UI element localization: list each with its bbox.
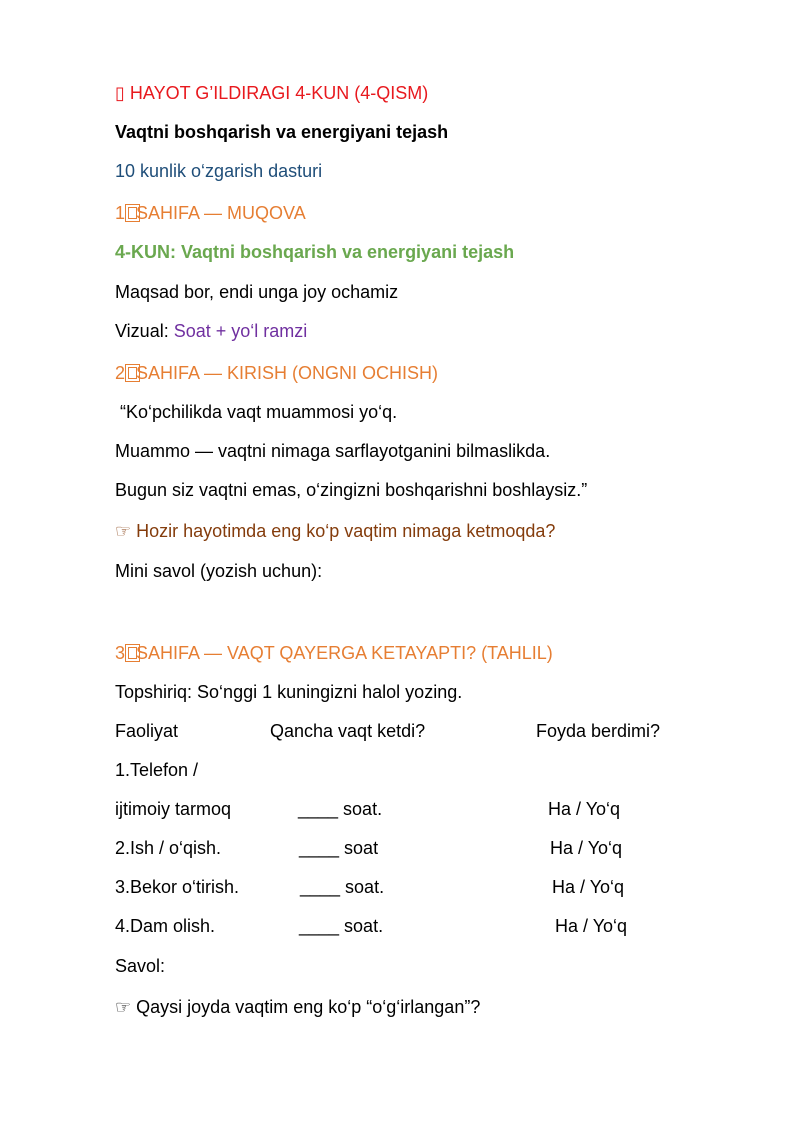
section2-quote-line3: Bugun siz vaqtni emas, o‘zingizni boshqarishni boshlaysiz.” (115, 480, 588, 500)
table-row-time: ____ soat. (299, 916, 384, 936)
section2-number: 2 (115, 363, 126, 383)
program-line: 10 kunlik o‘zgarish dasturi (115, 161, 323, 181)
table-row-time: ____ soat (299, 838, 379, 858)
table-row-activity: 3.Bekor o‘tirish. (115, 877, 240, 897)
section1-visual (115, 320, 307, 342)
table-header-activity: Faoliyat (115, 721, 179, 741)
table-row-benefit: Ha / Yo‘q (552, 877, 625, 897)
section3-number: 3 (115, 643, 126, 663)
table-row-time: ____ soat. (298, 799, 383, 819)
table-header-benefit: Foyda berdimi? (536, 721, 661, 741)
table-row-time: ____ soat. (300, 877, 385, 897)
keycap-icon (125, 364, 140, 382)
document-title (115, 82, 428, 104)
title-text: HAYOT G’ILDIRAGI 4-KUN (4-QISM) (129, 83, 429, 103)
section3-question-text: Qaysi joyda vaqtim eng ko‘p “o‘g‘irlangan”? (136, 997, 481, 1017)
keycap-icon (125, 204, 140, 222)
table-row-activity: 2.Ish / o‘qish. (115, 838, 222, 858)
section3-heading-text: SAHIFA — VAQT QAYERGA KETAYAPTI? (TAHLIL) (136, 643, 553, 663)
section3-question-label: Savol: (115, 956, 166, 976)
table-row-benefit: Ha / Yo‘q (550, 838, 623, 858)
subtitle: Vaqtni boshqarish va energiyani tejash (115, 122, 449, 142)
section2-quote-line2: Muammo — vaqtni nimaga sarflayotganini bilmaslikda. (115, 441, 551, 461)
pointing-hand-icon: ☞ (115, 997, 132, 1017)
missing-glyph-icon: ▯ (115, 83, 125, 103)
visual-value: Soat + yo‘l ramzi (173, 321, 308, 341)
section1-heading (115, 202, 306, 224)
table-row-benefit: Ha / Yo‘q (555, 916, 628, 936)
section2-prompt (115, 520, 555, 542)
section3-heading (115, 642, 553, 664)
table-row-benefit: Ha / Yo‘q (548, 799, 621, 819)
section1-heading-text: SAHIFA — MUQOVA (136, 203, 306, 223)
section3-question (115, 996, 480, 1018)
table-row-activity: 1.Telefon / (115, 760, 199, 780)
section3-task: Topshiriq: So‘nggi 1 kuningizni halol yozing. (115, 682, 463, 702)
section2-heading (115, 362, 438, 384)
section2-mini-question: Mini savol (yozish uchun): (115, 561, 323, 581)
section2-quote-line1: “Ko‘pchilikda vaqt muammosi yo‘q. (115, 402, 398, 422)
section1-day-label: 4-KUN: Vaqtni boshqarish va energiyani tejash (115, 242, 515, 262)
keycap-icon (125, 644, 140, 662)
visual-label: Vizual: (115, 321, 174, 341)
table-row-activity: 4.Dam olish. (115, 916, 216, 936)
table-header-time: Qancha vaqt ketdi? (270, 721, 426, 741)
section1-goal: Maqsad bor, endi unga joy ochamiz (115, 282, 399, 302)
section1-number: 1 (115, 203, 126, 223)
pointing-hand-icon: ☞ (115, 521, 132, 541)
section2-heading-text: SAHIFA — KIRISH (ONGNI OCHISH) (136, 363, 439, 383)
section2-prompt-text: Hozir hayotimda eng ko‘p vaqtim nimaga ketmoqda? (136, 521, 556, 541)
table-row-activity-cont: ijtimoiy tarmoq (115, 799, 232, 819)
